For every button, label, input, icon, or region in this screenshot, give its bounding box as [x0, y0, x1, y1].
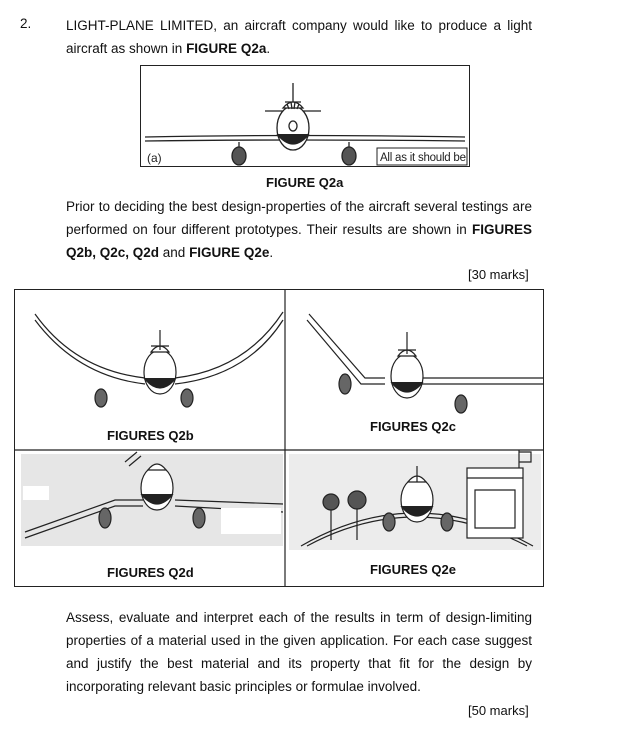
- company-name: LIGHT-PLANE LIMITED: [66, 18, 214, 33]
- prior-paragraph: [66, 195, 532, 264]
- figure-q2a-note: All as it should be: [380, 152, 466, 164]
- intro-end: .: [266, 41, 271, 56]
- figure-q2c-caption: FIGURES Q2c: [370, 419, 456, 434]
- figure-q2a-caption: FIGURE Q2a: [266, 175, 344, 190]
- figure-q2a-label: (a): [147, 151, 162, 165]
- prior-end: .: [269, 245, 274, 260]
- marks-30: [30 marks]: [468, 267, 529, 282]
- figures-ref-2: FIGURE Q2e: [189, 245, 270, 260]
- intro-paragraph: [66, 14, 532, 60]
- figure-q2a-plane: [141, 66, 469, 166]
- figure-grid-drawing: [15, 290, 543, 586]
- prior-text: Prior to deciding the best design-properties of the aircraft several testings are performed on four different prototypes. Their results are shown in: [66, 199, 532, 237]
- figure-q2a-box: [140, 65, 470, 167]
- question-number: 2.: [20, 16, 32, 31]
- assess-paragraph: Assess, evaluate and interpret each of the results in term of design-limiting properties of a material used in the given application. For each case suggest and justify the best material and its property that fit for the design by incorporating relevant basic principles or formulae involved.: [66, 610, 532, 694]
- figure-q2b-caption: FIGURES Q2b: [107, 428, 194, 443]
- figure-q2e-caption: FIGURES Q2e: [370, 562, 456, 577]
- prior-and: and: [159, 245, 190, 260]
- figure-q2a-ref: FIGURE Q2a: [186, 41, 267, 56]
- intro-text: , an aircraft company would like to produce a light aircraft as shown in: [66, 18, 532, 56]
- figures-ref-1: FIGURES Q2b, Q2c, Q2d: [66, 222, 532, 260]
- figure-grid: [14, 289, 544, 587]
- figure-q2d-caption: FIGURES Q2d: [107, 565, 194, 580]
- marks-50: [50 marks]: [468, 703, 529, 718]
